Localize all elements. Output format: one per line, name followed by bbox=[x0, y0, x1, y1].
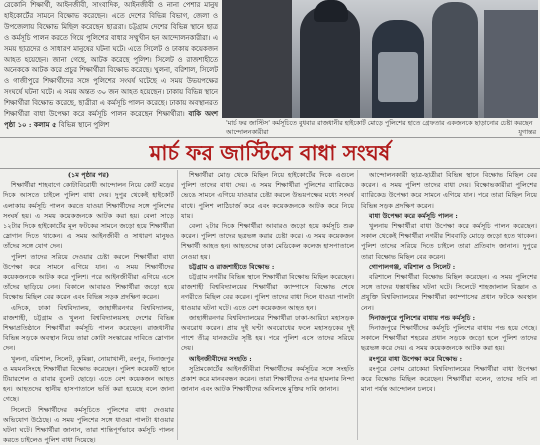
subheading: আইনজীবীদের সংহতি : bbox=[189, 354, 252, 363]
photo-caption bbox=[226, 119, 536, 137]
continuation-tag: (১ম পৃষ্ঠার পর) bbox=[67, 171, 110, 179]
subheading: রংপুরে বাধা উপেক্ষা করে বিক্ষোভ : bbox=[369, 354, 463, 363]
paragraph: আন্দোলনকারী ছাত্র-ছাত্রীরা বিভিন্ন স্থানে বিক্ষোভ মিছিল বের করেন। এ সময় পুলিশ তাদের বাধা দেয়। বিক্ষোভকারীরা পুলিশের ব্যারিকেড উপেক্ষা করে সামনে এগিয়ে যান। পরে তারা মিছিল নিয়ে বিভিন্ন সড়ক প্রদক্ষিণ করেন। bbox=[361, 171, 537, 210]
paragraph: এদিকে, ঢাকা বিশ্ববিদ্যালয়, জাহাঙ্গীরনগর বিশ্ববিদ্যালয়, রাজশাহী, চট্টগ্রাম ও খুলনা বিশ্ববিদ্যালয়সহ দেশের বিভিন্ন শিক্ষাপ্রতিষ্ঠানে শিক্ষার্থীরা কর্মসূচি পালন করেছেন। রাজধানীর বিভিন্ন সড়কে অবস্থান নিয়ে তারা কোটা সংস্কারের দাবিতে স্লোগান দেন। bbox=[3, 303, 174, 353]
headline: মার্চ ফর জাস্টিসে বাধা সংঘর্ষ bbox=[0, 137, 540, 169]
continuation-ref: বাকি অংশ পৃষ্ঠা ১০ : কলাম ৫ bbox=[4, 110, 218, 129]
paragraph: শিক্ষার্থীরা শাহবাগে কোটাবিরোধী আন্দোলন নিয়ে কোর্ট মড়ের দিকে আসতে চাইলে পুলিশ বাধা দেয়। দুপুর থেকেই হাইকোর্ট এলাকায় কর্মসূচি পালন করতে যাওয়া শিক্ষার্থীদের সঙ্গে পুলিশের সংঘর্ষ হয়। এ সময় কয়েকজনকে আটক করা হয়। বেলা সাড়ে ১২টার দিকে হাইকোর্টের মূল ফটকের সামনে জড়ো হয়ে শিক্ষার্থীরা স্লোগান দিতে থাকেন। এ সময় আইনজীবী ও সাধারণ মানুষও তাঁদের সঙ্গে যোগ দেন। bbox=[3, 181, 174, 251]
news-photo bbox=[222, 0, 538, 118]
paragraph: জাহাঙ্গীরনগর বিশ্ববিদ্যালয়ের শিক্ষার্থীরা ঢাকা-আরিচা মহাসড়ক অবরোধ করেন। প্রায় দুই ঘণ্টা অবরোধের ফলে মহাসড়কের দুই পাশে তীব্র যানজটের সৃষ্টি হয়। পরে পুলিশ এসে তাদের সরিয়ে দেয়। bbox=[181, 313, 354, 353]
paragraph: পুলিশ তাদের সরিয়ে দেওয়ার চেষ্টা করলে শিক্ষার্থীরা বাধা উপেক্ষা করে সামনে এগিয়ে যান। এ সময় শিক্ষার্থীদের কয়েকজনকে আটক করে পুলিশ। পরে আইনজীবীরা এগিয়ে এসে তাঁদের ছাড়িয়ে নেন। বিকালে আবারও শিক্ষার্থীরা জড়ো হয়ে বিক্ষোভ মিছিল বের করেন এবং বিভিন্ন সড়ক প্রদক্ষিণ করেন। bbox=[3, 252, 174, 302]
subheading: দিনাজপুরে পুলিশের বাধায় পন্ড কর্মসূচি : bbox=[369, 313, 476, 322]
column-divider bbox=[357, 170, 358, 440]
paragraph: চট্টগ্রাম নগরীর বিভিন্ন স্থানে শিক্ষার্থীরা বিক্ষোভ মিছিল করেছেন। রাজশাহী বিশ্ববিদ্যালয়ের শিক্ষার্থীরা ক্যাম্পাসে বিক্ষোভ শেষে নগরীতে মিছিল বের করেন। পুলিশ তাদের বাধা দিলে ধাওয়া পালটা ধাওয়ার ঘটনা ঘটে। এতে বেশ কয়েকজন আহত হন। bbox=[181, 273, 354, 312]
caption-text: 'মার্চ ফর জাস্টিস' কর্মসূচিতে বুধবার রাজধানীর হাইকোর্ট মোড়ে পুলিশের হাতে গ্রেফতার একজনকে ছাড়ানোর চেষ্টা করছেন আন্দোলনকারীরা bbox=[226, 119, 533, 136]
article-column-1 bbox=[3, 170, 174, 445]
paragraph: দিনাজপুরে শিক্ষার্থীদের কর্মসূচি পুলিশের বাধায় পন্ড হয়ে গেছে। সকালে শিক্ষার্থীরা শহরের প্রধান সড়কে জড়ো হলে পুলিশ তাদের ছত্রভঙ্গ করে দেয়। এ সময় কয়েকজনকে আটক করা হয়। bbox=[361, 324, 537, 353]
subheading: বাধা উপেক্ষা করে কর্মসূচি পালন : bbox=[369, 211, 458, 220]
subheading: চট্টগ্রাম ও রাজশাহীতে বিক্ষোভ : bbox=[189, 262, 275, 271]
paragraph: রংপুরে বেগম রোকেয়া বিশ্ববিদ্যালয়ের শিক্ষার্থীরা বাধা উপেক্ষা করে বিক্ষোভ মিছিল করেছেন। শিক্ষার্থীরা বলেন, তাদের দাবি না মানা পর্যন্ত আন্দোলন চলবে। bbox=[361, 364, 537, 394]
paragraph: সুপ্রিমকোর্টের আইনজীবীরা শিক্ষার্থীদের কর্মসূচির সঙ্গে সংহতি প্রকাশ করে মানববন্ধন করেন। তারা শিক্ষার্থীদের ওপর হামলার নিন্দা জানান এবং আটক শিক্ষার্থীদের অবিলম্বে মুক্তির দাবি জানান। bbox=[181, 364, 355, 394]
paragraph: বেলা ২টার দিকে শিক্ষার্থীরা আবারও জড়ো হয়ে কর্মসূচি শুরু করেন। পুলিশ তাদের ছত্রভঙ্গ করার চেষ্টা করে। এ সময় কয়েকজন শিক্ষার্থী আহত হন। আহতদের ঢাকা মেডিকেল কলেজ হাসপাতালে নেওয়া হয়। bbox=[181, 222, 354, 261]
paragraph: খুলনা, বরিশাল, সিলেট, কুমিল্লা, নোয়াখালী, রংপুর, দিনাজপুর ও ময়মনসিংহে শিক্ষার্থীরা বিক্ষোভ করেছেন। পুলিশ কয়েকটি স্থানে টিয়ারশেল ও রাবার বুলেট ছোড়ে। এতে বেশ কয়েকজন আহত হন। আহতদের স্থানীয় হাসপাতালে ভর্তি করা হয়েছে বলে জানা গেছে। bbox=[3, 354, 174, 404]
paragraph: শিক্ষার্থীরা মোড় থেকে মিছিল নিয়ে হাইকোর্টের দিকে এগুলে পুলিশ তাদের বাধা দেয়। এ সময় শিক্ষার্থীরা পুলিশের ব্যারিকেড ভেঙে সামনে এগিয়ে যাওয়ার চেষ্টা করলে উভয়পক্ষের মধ্যে সংঘর্ষ বাধে। পুলিশ লাঠিচার্জ করে এবং কয়েকজনকে আটক করে নিয়ে যায়। bbox=[181, 171, 354, 220]
article-columns bbox=[3, 170, 537, 445]
paragraph: খুলনায় শিক্ষার্থীরা বাধা উপেক্ষা করে কর্মসূচি পালন করেছেন। সকাল থেকেই শিক্ষার্থীরা নগরীর শিববাড়ি মোড়ে জড়ো হতে থাকেন। পুলিশ তাদের সরিয়ে দিতে চাইলে তারা প্রতিবাদ জানান। দুপুরে তারা বিক্ষোভ মিছিল বের করেন। bbox=[361, 222, 537, 261]
subheading: গোপালগঞ্জ, বরিশাল ও সিলেট : bbox=[369, 262, 456, 271]
continuation-ref-2: বিভিন্ন স্থানে পুলিশ bbox=[58, 120, 110, 129]
photo-credit: যুগান্তর bbox=[518, 127, 536, 136]
article-column-3 bbox=[361, 170, 537, 440]
paragraph: বরিশালে শিক্ষার্থীরা বিক্ষোভ মিছিল করেছেন। এ সময় পুলিশের সঙ্গে তাদের ধস্তাধস্তির ঘটনা ঘটে। সিলেটে শাহজালাল বিজ্ঞান ও প্রযুক্তি বিশ্ববিদ্যালয়ের শিক্ষার্থীরা ক্যাম্পাসের প্রধান ফটকে অবস্থান নেন। bbox=[361, 273, 537, 312]
front-page-continuation bbox=[4, 0, 218, 131]
continuation-paragraph: রেকোনি শিক্ষার্থী, আইনজীবী, সাংবাদিক, আইনজীবী ও নানা পেশার মানুষ হাইকোর্টের সামনে বিক্ষোভ করেছেন। এতে দেশের বিভিন্ন বিভাগ, জেলা ও উপজেলায় বিক্ষোভ মিছিল করেছেন ছাত্ররা। চট্টগ্রাম দেশের বিভিন্ন স্থানে ছাত্র ও কর্মসূচি পালন করতে গিয়ে পুলিশের বাধার সম্মুখীন হন আন্দোলনকারীরা। এ সময় ছাত্রদের ও সাধারণ মানুষের ঘটনা ঘটে। এতে সিলেট ও ঢাকায় কয়েকজন আহত হয়েছেন। জানা গেছে, আটক করেছে পুলিশ। সিলেট ও রাজশাহীতে অনেককে আটক করে প্রচুর শিক্ষার্থীরা বিক্ষোভ করেছে। খুলনা, বরিশাল, সিলেট ও গাজীপুরে শিক্ষার্থীদের সঙ্গে পুলিশের সংঘর্ষ ঘটেছে এ সময় উভয়পক্ষের সংঘর্ষে ঘটনা ঘটে। এ সময় অন্তত ৩০ জন আহত হয়েছেন। ঢাকায় বিভিন্ন স্থানে শিক্ষার্থীরা বিক্ষোভ করেছে, ছাত্রীরা এ কর্মসূচি পালন করেছে। ঢাকায় অবস্থানরত শিক্ষার্থীরা বাধা উপেক্ষা করে কর্মসূচি পালন করেছেন শিক্ষার্থীরা। bbox=[4, 1, 218, 119]
paragraph: সিলেটে শিক্ষার্থীদের কর্মসূচিতে পুলিশের বাধা দেওয়ার অভিযোগ উঠেছে। এ সময় পুলিশের সঙ্গে ধাওয়া পালটা ধাওয়ার ঘটনা ঘটে। শিক্ষার্থীরা জানান, তারা শান্তিপূর্ণভাবে কর্মসূচি পালন করতে চাইলেও পুলিশ বাধা দিয়েছে। bbox=[3, 405, 174, 445]
column-divider bbox=[177, 170, 178, 440]
article-column-2 bbox=[181, 170, 354, 440]
